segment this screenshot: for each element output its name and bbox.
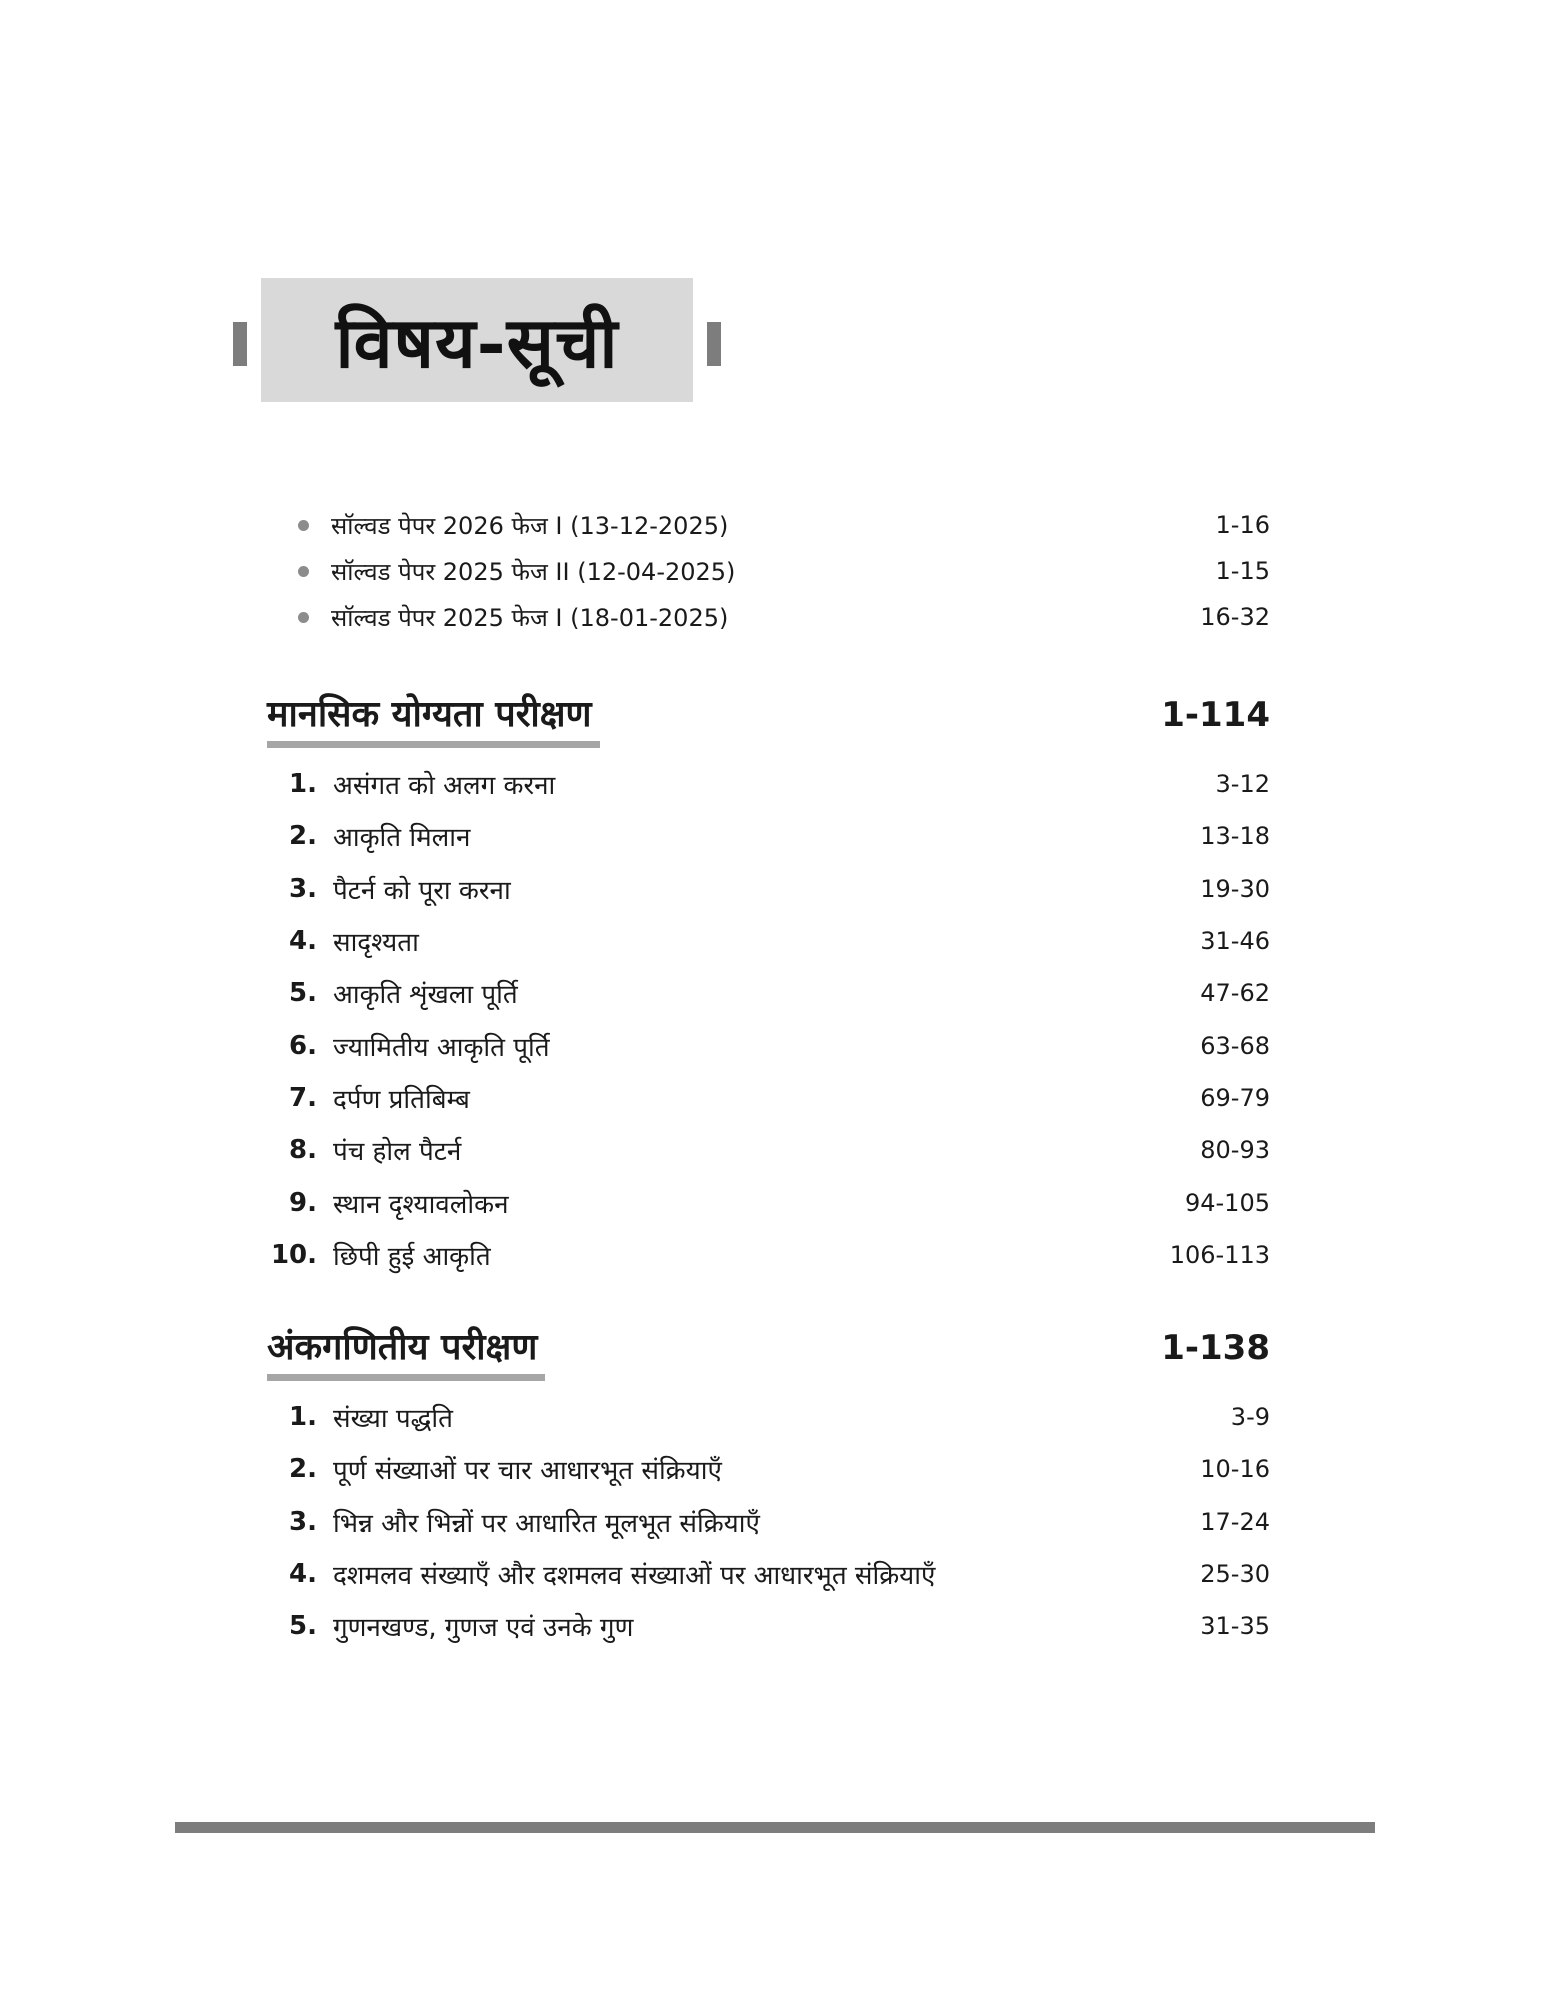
item-label: दशमलव संख्याएँ और दशमलव संख्याओं पर आधारभूत संक्रियाएँ (333, 1561, 936, 1592)
item-label: संख्या पद्धति (333, 1404, 453, 1435)
item-label: असंगत को अलग करना (333, 771, 556, 802)
item-label: भिन्न और भिन्नों पर आधारित मूलभूत संक्रियाएँ (333, 1508, 760, 1539)
item-number: 2. (289, 821, 317, 852)
item-number: 5. (289, 1611, 317, 1642)
item-pages: 106-113 (1169, 1240, 1270, 1269)
item-pages: 17-24 (1200, 1507, 1270, 1536)
item-pages: 19-30 (1200, 874, 1270, 903)
item-pages: 31-46 (1200, 927, 1270, 956)
solved-paper-pages: 1-15 (1215, 557, 1270, 585)
item-number: 3. (289, 1506, 317, 1537)
section-heading (267, 680, 1270, 740)
toc-item[interactable] (267, 1548, 1270, 1600)
section-pages: 1-138 (1161, 1328, 1270, 1368)
item-label: पंच होल पैटर्न (333, 1137, 462, 1168)
item-pages: 63-68 (1200, 1031, 1270, 1060)
item-number: 7. (289, 1082, 317, 1113)
section-title (267, 1323, 545, 1373)
title-left-bar (233, 322, 247, 366)
solved-paper-label: सॉल्वड पेपर 2026 फेज I (13-12-2025) (331, 511, 729, 540)
section-pages: 1-114 (1161, 695, 1270, 735)
item-label: आकृति शृंखला पूर्ति (333, 980, 518, 1011)
item-label: पूर्ण संख्याओं पर चार आधारभूत संक्रियाएँ (333, 1456, 722, 1487)
toc-item[interactable] (267, 863, 1270, 915)
title-right-bar (707, 322, 721, 366)
solved-paper-pages: 16-32 (1200, 603, 1270, 631)
solved-paper-row (298, 548, 1270, 594)
item-number: 9. (289, 1187, 317, 1218)
section-arithmetic (267, 1313, 1270, 1652)
item-pages: 25-30 (1200, 1560, 1270, 1589)
item-pages: 3-12 (1215, 770, 1270, 799)
item-pages: 47-62 (1200, 979, 1270, 1008)
section-title-text: मानसिक योग्यता परीक्षण (267, 694, 592, 735)
item-number: 3. (289, 873, 317, 904)
footer-rule (175, 1822, 1375, 1833)
item-label: पैटर्न को पूरा करना (333, 875, 511, 906)
section-underline (267, 1374, 545, 1381)
item-number: 4. (289, 1559, 317, 1590)
item-pages: 3-9 (1230, 1403, 1270, 1432)
item-number: 6. (289, 1030, 317, 1061)
solved-paper-pages: 1-16 (1215, 511, 1270, 539)
item-number: 2. (289, 1454, 317, 1485)
item-label: सादृश्यता (333, 928, 419, 959)
bullet-icon (298, 612, 309, 623)
section-title-text: अंकगणितीय परीक्षण (267, 1327, 538, 1368)
bullet-icon (298, 520, 309, 531)
toc-item[interactable] (267, 1391, 1270, 1443)
item-number: 10. (270, 1239, 317, 1270)
item-label: गुणनखण्ड, गुणज एवं उनके गुण (333, 1613, 634, 1644)
item-label: छिपी हुई आकृति (333, 1241, 491, 1272)
bullet-icon (298, 566, 309, 577)
item-number: 1. (289, 769, 317, 800)
item-label: ज्यामितीय आकृति पूर्ति (333, 1032, 550, 1063)
item-pages: 94-105 (1184, 1188, 1270, 1217)
section-mental-ability (267, 680, 1270, 1281)
item-pages: 69-79 (1200, 1083, 1270, 1112)
toc-item[interactable] (267, 810, 1270, 862)
item-pages: 80-93 (1200, 1136, 1270, 1165)
section-items (267, 1391, 1270, 1652)
solved-paper-row (298, 594, 1270, 640)
solved-paper-label: सॉल्वड पेपर 2025 फेज I (18-01-2025) (331, 603, 729, 632)
item-label: दर्पण प्रतिबिम्ब (333, 1084, 470, 1115)
page-title-block (233, 278, 721, 402)
solved-paper-label: सॉल्वड पेपर 2025 फेज II (12-04-2025) (331, 557, 736, 586)
toc-item[interactable] (267, 1443, 1270, 1495)
section-underline (267, 741, 600, 748)
toc-item[interactable] (267, 1019, 1270, 1071)
page-title: विषय-सूची (335, 301, 619, 384)
toc-item[interactable] (267, 1072, 1270, 1124)
toc-item[interactable] (267, 1600, 1270, 1652)
section-heading (267, 1313, 1270, 1373)
toc-item[interactable] (267, 1176, 1270, 1228)
toc-item[interactable] (267, 1496, 1270, 1548)
item-number: 8. (289, 1135, 317, 1166)
item-number: 5. (289, 978, 317, 1009)
item-number: 4. (289, 926, 317, 957)
section-title (267, 690, 600, 740)
title-box (261, 278, 693, 402)
toc-item[interactable] (267, 1124, 1270, 1176)
item-label: स्थान दृश्यावलोकन (333, 1189, 509, 1220)
toc-item[interactable] (267, 758, 1270, 810)
toc-item[interactable] (267, 967, 1270, 1019)
item-pages: 10-16 (1200, 1455, 1270, 1484)
item-pages: 31-35 (1200, 1612, 1270, 1641)
item-label: आकृति मिलान (333, 823, 471, 854)
toc-item[interactable] (267, 915, 1270, 967)
solved-papers-list (298, 502, 1270, 640)
section-items (267, 758, 1270, 1281)
solved-paper-row (298, 502, 1270, 548)
toc-item[interactable] (267, 1229, 1270, 1281)
item-number: 1. (289, 1402, 317, 1433)
item-pages: 13-18 (1200, 822, 1270, 851)
